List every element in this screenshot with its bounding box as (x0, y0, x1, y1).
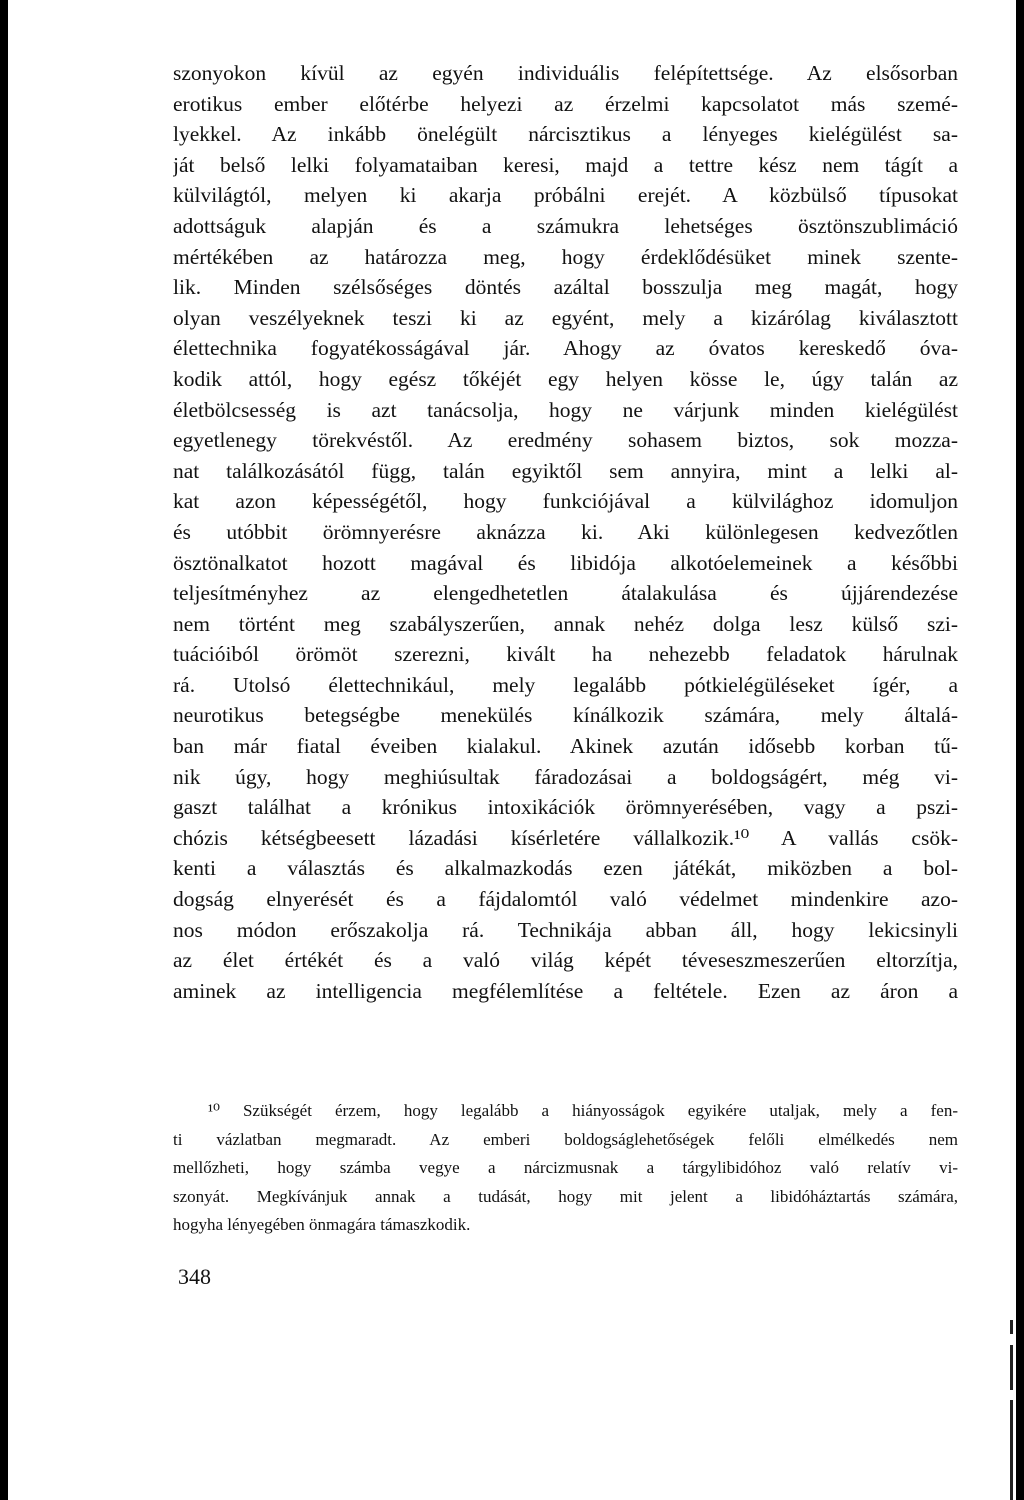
footnote-line: ¹⁰ Szükségét érzem, hogy legalább a hiányosságok egyikére utaljak, mely a fen- (208, 1101, 958, 1120)
body-line: az élet értékét és a való világ képét téveseszmeszerűen eltorzítja, (173, 948, 958, 973)
body-line: kenti a választás és alkalmazkodás ezen játékát, miközben a bol- (173, 856, 958, 881)
body-line: neurotikus betegségbe menekülés kínálkozik számára, mely általá- (173, 703, 958, 728)
body-line: ban már fiatal éveiben kialakul. Akinek azután idősebb korban tű- (173, 734, 958, 759)
footnote-line: mellőzheti, hogy számba vegye a nárcizmusnak a tárgylibidóhoz való relatív vi- (173, 1158, 958, 1177)
body-line: olyan veszélyeknek teszi ki az egyént, mely a kizárólag kiválasztott (173, 305, 958, 330)
body-line: nat találkozásától függ, talán egyiktől sem annyira, mint a lelki al- (173, 458, 958, 483)
body-line: lik. Minden szélsőséges döntés azáltal bosszulja meg magát, hogy (173, 275, 958, 300)
body-line: nos módon erőszakolja rá. Technikája abban áll, hogy lekicsinyli (173, 917, 958, 942)
body-line: rá. Utolsó élettechnikául, mely legalább pótkielégüléseket ígér, a (173, 672, 958, 697)
body-line: külvilágtól, melyen ki akarja próbálni erejét. A közbülső típusokat (173, 183, 958, 208)
body-line: nem történt meg szabályszerűen, annak nehéz dolga lesz külső szi- (173, 611, 958, 636)
body-line: gaszt találhat a krónikus intoxikációk örömnyerésében, vagy a pszi- (173, 795, 958, 820)
body-line: mértékében az határozza meg, hogy érdeklődésüket minek szente- (173, 244, 958, 269)
body-line: ját belső lelki folyamataiban keresi, majd a tettre kész nem tágít a (173, 152, 958, 177)
body-text (173, 58, 958, 1006)
body-line: szonyokon kívül az egyén individuális felépítettsége. Az elsősorban (173, 61, 958, 85)
body-line: dogság elnyerését és a fájdalomtól való védelmet mindenkire azo- (173, 887, 958, 912)
body-line: adottságuk alapján és a számukra lehetséges ösztönszublimáció (173, 213, 958, 238)
body-line: és utóbbit örömnyerésre aknázza ki. Aki különlegesen kedvezőtlen (173, 519, 958, 544)
body-line: aminek az intelligencia megfélemlítése a feltétele. Ezen az áron a (173, 978, 958, 1003)
body-line: chózis kétségbeesett lázadási kísérletére vállalkozik.¹⁰ A vallás csök- (173, 825, 958, 850)
body-line: erotikus ember előtérbe helyezi az érzelmi kapcsolatot más szemé- (173, 91, 958, 116)
body-line: kodik attól, hogy egész tőkéjét egy helyen kösse le, úgy talán az (173, 366, 958, 391)
body-line: kat azon képességétől, hogy funkciójával a külvilághoz idomuljon (173, 489, 958, 514)
footnote-block (173, 1097, 958, 1240)
book-page (8, 0, 1016, 1500)
footnote-line: ti vázlatban megmaradt. Az emberi boldogságlehetőségek felőli elmélkedés nem (173, 1129, 958, 1149)
body-line: tuációiból örömöt szerezni, kivált ha nehezebb feladatok hárulnak (173, 642, 958, 667)
page-number: 348 (178, 1264, 211, 1289)
footnote-line: szonyát. Megkívánjuk annak a tudását, hogy mit jelent a libidóháztartás számára, (173, 1186, 958, 1206)
body-line: életbölcsesség is azt tanácsolja, hogy ne várjunk minden kielégülést (173, 397, 958, 422)
scan-edge-mark (1010, 1400, 1013, 1500)
scan-edge-mark (1010, 1320, 1013, 1334)
body-line: nik úgy, hogy meghiúsultak fáradozásai a boldogságért, még vi- (173, 764, 958, 789)
body-line: lyekkel. Az inkább önelégült nárcisztikus a lényeges kielégülést sa- (173, 122, 958, 147)
footnote-line: hogyha lényegében önmagára támaszkodik. (173, 1215, 471, 1234)
body-line: ösztönalkatot hozott magával és libidója alkotóelemeinek a későbbi (173, 550, 958, 575)
scan-edge-mark (1010, 1345, 1013, 1390)
body-line: egyetlenegy törekvéstől. Az eredmény sohasem biztos, sok mozza- (173, 428, 958, 453)
body-line: élettechnika fogyatékosságával jár. Ahogy az óvatos kereskedő óva- (173, 336, 958, 361)
body-line: teljesítményhez az elengedhetetlen átalakulása és újjárendezése (173, 581, 958, 606)
